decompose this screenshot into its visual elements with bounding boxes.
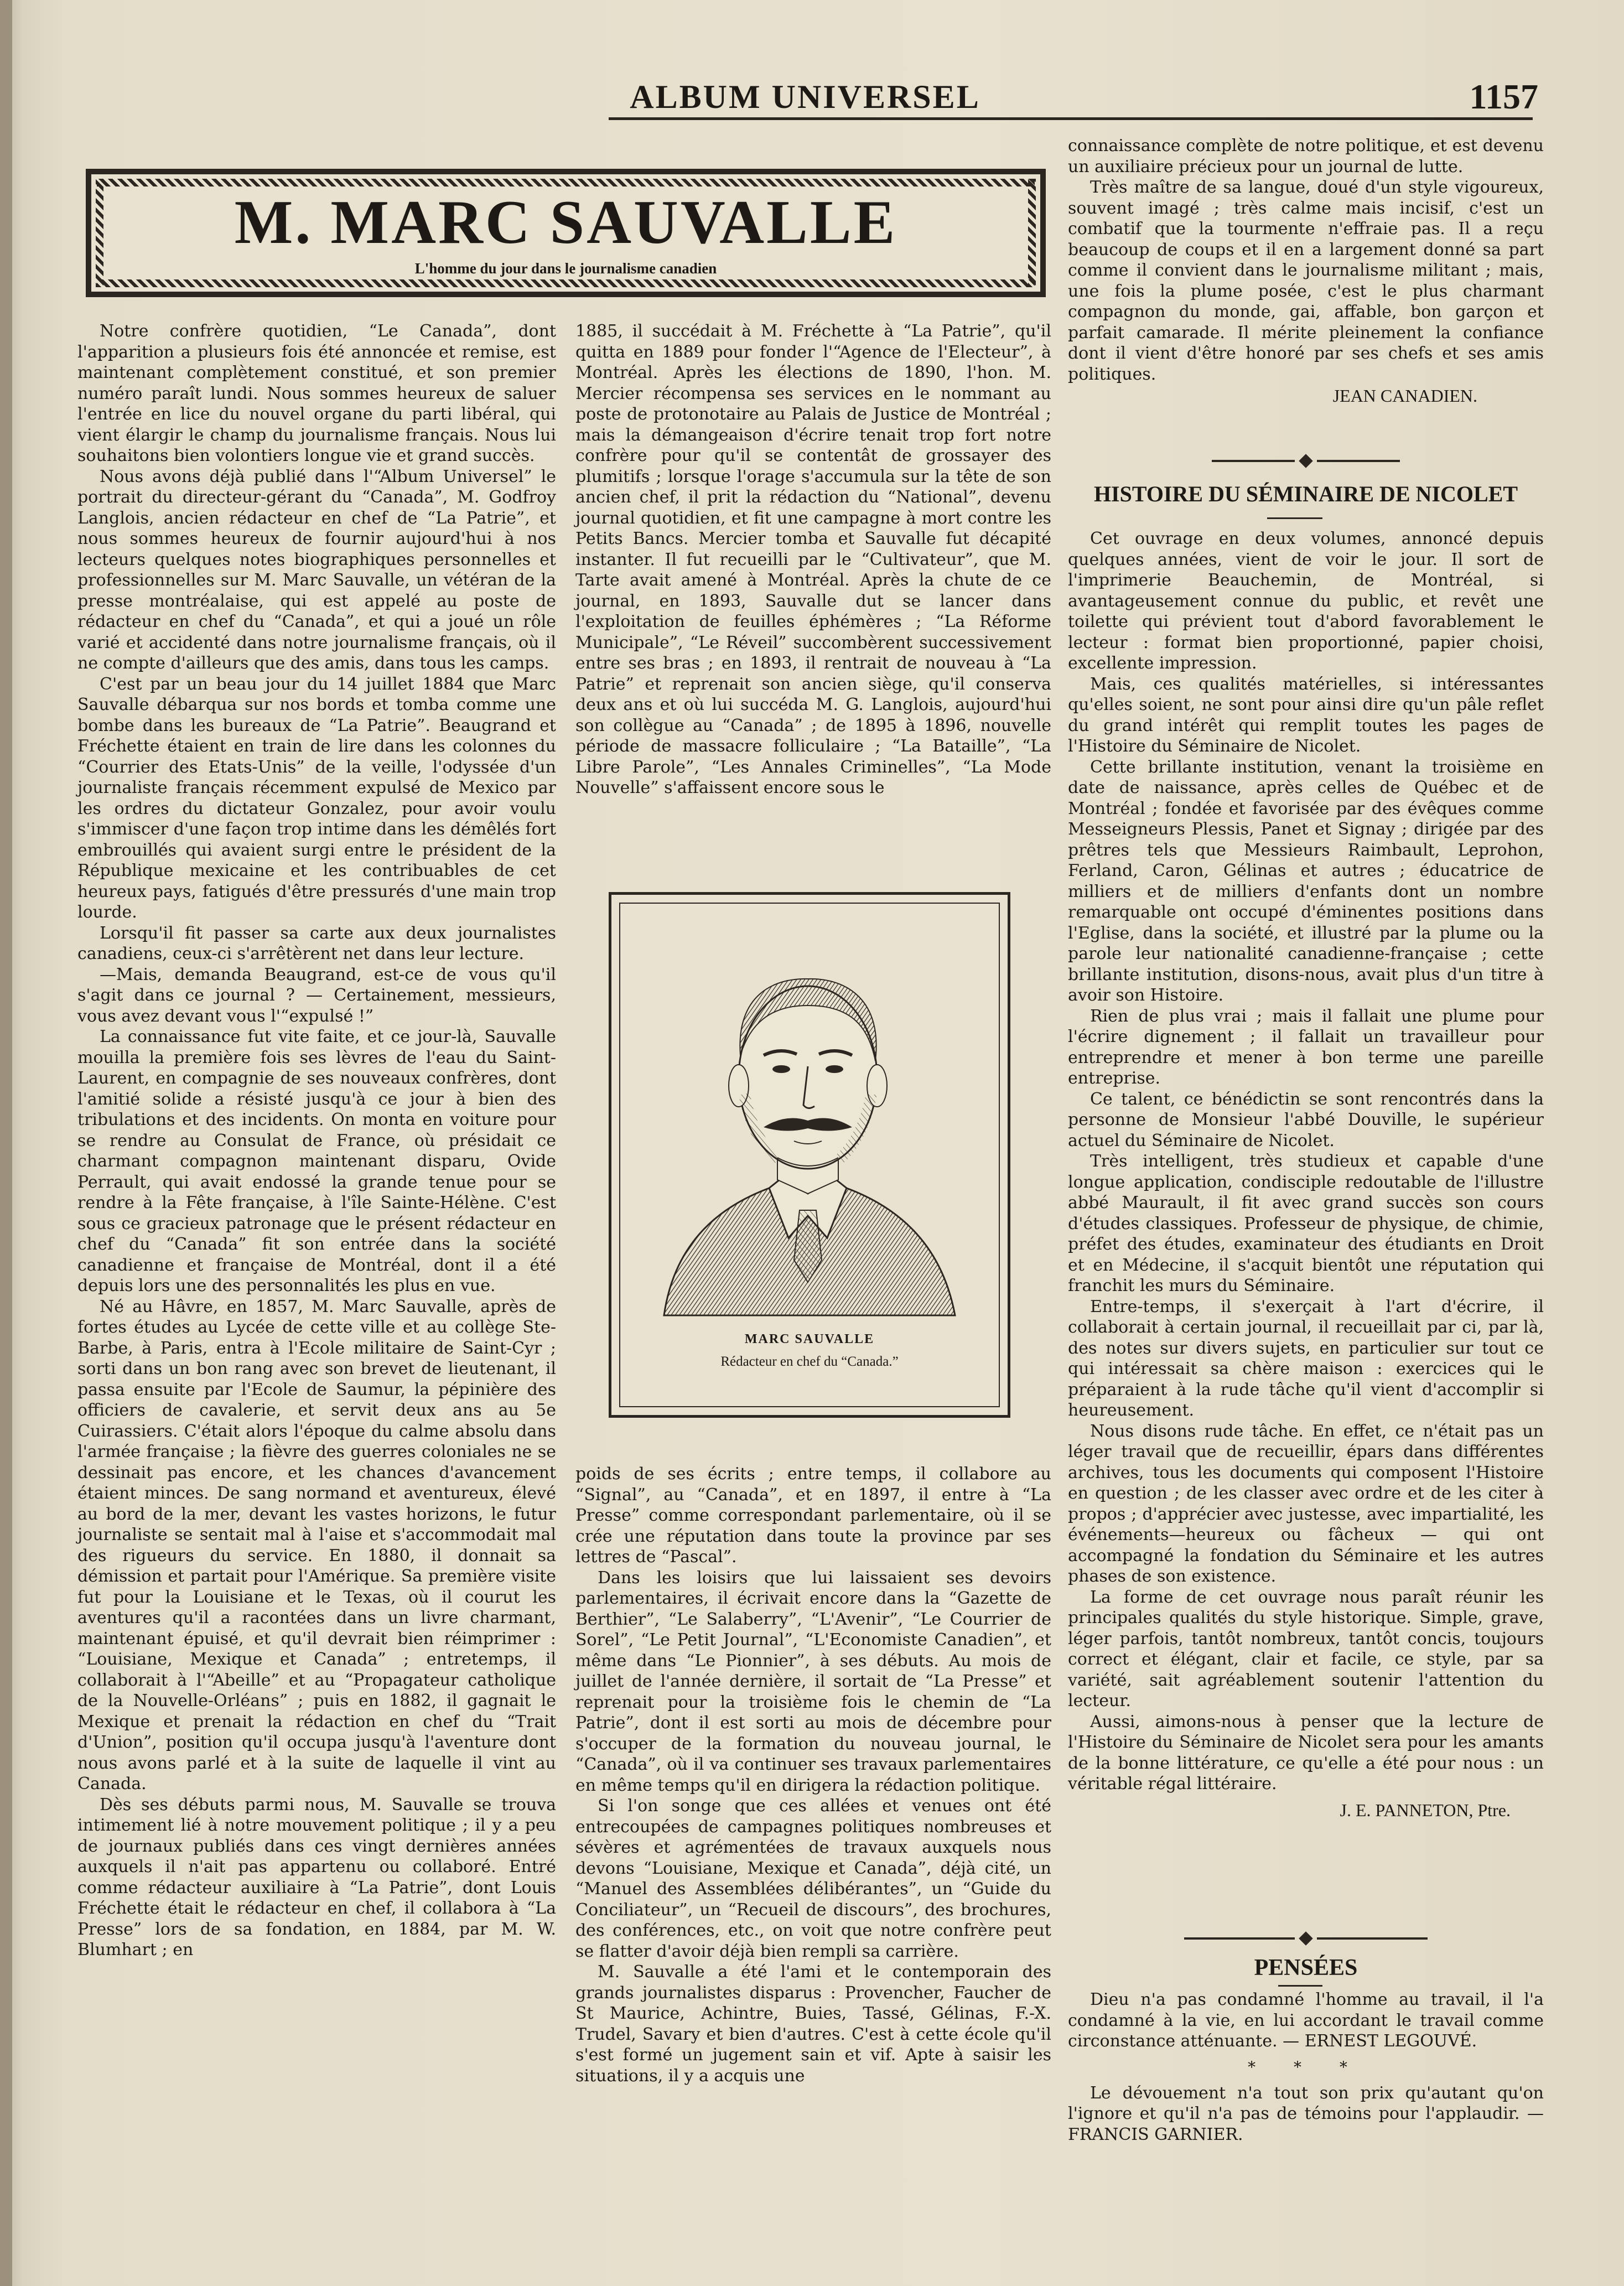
pensees-flourish — [1184, 1930, 1428, 1947]
page-spine-shadow — [0, 0, 12, 2286]
article-column-2-top — [575, 321, 1051, 799]
header-rule — [609, 117, 1533, 120]
pensees-separator: * * * — [1248, 2057, 1364, 2076]
banner-border-bottom — [97, 279, 1035, 287]
article-signature: JEAN CANADIEN. — [1332, 386, 1477, 406]
pensees-quote: Dieu n'a pas condamné l'homme au travail, il l'a condamné à la vie, en lui accordant le travail comme circonstance atténuante. — ERNEST LEGOUVÉ. — [1068, 1990, 1544, 2051]
flourish-diamond — [1299, 1931, 1312, 1945]
portrait-frame — [609, 892, 1010, 1418]
article-column-2-bottom — [575, 1464, 1051, 2086]
article-column-3-continuation — [1068, 136, 1544, 407]
portrait-caption: MARC SAUVALLE — [744, 1332, 875, 1346]
portrait-engraving — [642, 928, 977, 1321]
pensees-column — [1068, 1989, 1544, 2145]
article-paragraph: Dans les loisirs que lui laissaient ses devoirs parlementaires, il écrivait encore dans la “Gazette de Berthier”, “Le Salaberry”, “L'Avenir”, “Le Courrier de Sorel”, “Le Petit Journal”, “L'Economiste Canadien”, et même dans “Le Pionnier”, à ses débuts. Au mois de juillet de l'année dernière, il sortait de “La Presse” et reprenait pour la troisième fois le chemin de “La Patrie”, dont il est sorti au mois de décembre pour s'occuper de la formation du nouveau journal, le “Canada”, où il va continuer ses travaux parlementaires en même temps qu'il en dirigera la rédaction politique. — [575, 1568, 1051, 1795]
article-paragraph: Nous avons déjà publié dans l'“Album Universel” le portrait du directeur-gérant du “Canada”, M. Godfroy Langlois, ancien rédacteur en chef de “La Patrie”, et nous sommes heureux de fournir aujourd'hui à nos lecteurs quelques notes biographiques personnelles et professionnelles sur M. Marc Sauvalle, un vétéran de la presse montréalaise, qui est appelé au poste de rédacteur en chef du “Canada”, et qui a joué un rôle varié et accidenté dans notre journalisme français, où il ne compte d'ailleurs que des amis, dans tous les camps. — [77, 466, 556, 673]
flourish-line-right — [1317, 1937, 1428, 1940]
article-paragraph: Né au Hâvre, en 1857, M. Marc Sauvalle, après de fortes études au Lycée de cette ville et au collège Ste-Barbe, à Paris, entra à l'Ecole militaire de Saint-Cyr ; sorti dans un bon rang avec son brevet de lieutenant, il passa ensuite par l'Ecole de Saumur, la pépinière des officiers de cavalerie, et servit deux ans au 5e Cuirassiers. C'était alors l'époque du calme absolu dans l'armée française ; la fièvre des guerres coloniales ne se dessinait pas encore, et les chances d'avancement étaient minces. De sang normand et aventureux, élevé au bord de la mer, devant les vastes horizons, le futur journaliste se sentait mal à l'aise et s'accommodait mal des rigueurs du service. En 1880, il donnait sa démission et partait pour l'Amérique. Sa première visite fut pour la Louisiane et le Texas, où il courut les aventures qu'il a racontées dans un livre charmant, maintenant épuisé, et qu'il devrait bien réimprimer : “Louisiane, Mexique et Canada” ; entretemps, il collaborait à l'“Abeille” et au “Propagateur catholique de la Nouvelle-Orléans” ; puis en 1882, il gagnait le Mexique et prenait la rédaction en chef du “Trait d'Union”, position qu'il occupa jusqu'à l'aventure dont nous avons parlé et à la suite de laquelle il vint au Canada. — [77, 1297, 556, 1793]
histoire-paragraph: Nous disons rude tâche. En effet, ce n'était pas un léger travail que de recueillir, épars dans différentes archives, tous les documents qui composent l'Histoire en question ; de les classer avec ordre et de les citer à propos ; d'apprécier avec justesse, avec impartialité, les événements—heureux ou fâcheux — qui ont accompagné la fondation du Séminaire et les autres phases de son existence. — [1068, 1421, 1544, 1586]
pensees-title: PENSÉES — [1254, 1955, 1358, 1981]
article-paragraph: Notre confrère quotidien, “Le Canada”, dont l'apparition a plusieurs fois été annoncée et remise, est maintenant complètement constitué, et son premier numéro paraît lundi. Nous sommes heureux de saluer l'entrée en lice du nouvel organe du parti libéral, qui vient élargir le champ du journalisme français. Nous lui souhaitons bien volontiers longue vie et grand succès. — [77, 322, 556, 465]
histoire-paragraph: La forme de cet ouvrage nous paraît réunir les principales qualités du style historique. Simple, grave, léger parfois, tantôt nombreux, tantôt concis, toujours correct et élégant, clair et facile, ce style, par sa variété, sait agréablement soutenir l'attention du lecteur. — [1068, 1587, 1544, 1710]
flourish-line-left — [1184, 1937, 1295, 1940]
pensees-quote: Le dévouement n'a tout son prix qu'autant qu'on l'ignore et qu'il n'a pas de témoins pour l'applaudir. — FRANCIS GARNIER. — [1068, 2083, 1544, 2144]
flourish-line-right — [1317, 460, 1400, 462]
histoire-paragraph: Ce talent, ce bénédictin se sont rencontrés dans la personne de Monsieur l'abbé Douville, le supérieur actuel du Séminaire de Nicolet. — [1068, 1089, 1544, 1150]
histoire-signature: J. E. PANNETON, Ptre. — [1340, 1800, 1511, 1820]
histoire-paragraph: Entre-temps, il s'exerçait à l'art d'écrire, il collaborait à certain journal, il recueillait par ci, par là, des notes sur divers sujets, en particulier sur tout ce qui intéressait sa chère maison : exercices qui le préparaient à la rude tâche qu'il vient d'accomplir si heureusement. — [1068, 1297, 1544, 1420]
histoire-paragraph: Aussi, aimons-nous à penser que la lecture de l'Histoire du Séminaire de Nicolet sera pour les amants de la bonne littérature, ce qu'elle a été pour nous : un véritable régal littéraire. — [1068, 1712, 1544, 1793]
histoire-paragraph: Rien de plus vrai ; mais il fallait une plume pour l'écrire dignement ; il fallait un travailleur pour entreprendre et mener à bon terme une pareille entreprise. — [1068, 1006, 1544, 1088]
article-paragraph: Lorsqu'il fit passer sa carte aux deux journalistes canadiens, ceux-ci s'arrêtèrent net dans leur lecture. — [77, 923, 556, 963]
flourish-diamond — [1299, 454, 1312, 468]
histoire-paragraph: Très intelligent, très studieux et capable d'une longue application, condisciple redoutable de l'illustre abbé Maurault, il fit avec grand succès son cours d'études classiques. Professeur de physique, de chimie, préfet des études, examinateur des étudiants en Droit et en Médecine, il s'acquit bientôt une réputation qui franchit les murs du Séminaire. — [1068, 1152, 1544, 1295]
article-paragraph: Très maître de sa langue, doué d'un style vigoureux, souvent imagé ; très calme mais incisif, c'est un combatif que la tourmente n'effraie pas. Il a reçu beaucoup de coups et il en a largement donné sa part comme il convient dans le journalisme militant ; mais, une fois la plume posée, c'est le plus charmant compagnon du monde, gai, affable, bon garçon et parfait camarade. Il mérite pleinement la confiance dont il vient d'être honoré par ses chefs et ses amis politiques. — [1068, 178, 1544, 384]
article-column-1 — [77, 321, 556, 1961]
article-paragraph: C'est par un beau jour du 14 juillet 1884 que Marc Sauvalle débarqua sur nos bords et tomba comme une bombe dans les bureaux de “La Patrie”. Beaugrand et Fréchette étaient en train de lire dans les colonnes du “Courrier des Etats-Unis” de la veille, l'odyssée d'un journaliste français récemment expulsé de Mexico par les ordres du dictateur Gonzalez, pour avoir voulu s'immiscer d'une façon trop intime dans les démêlés fort embrouillés qui avaient surgi entre le président de la République mexicaine et les contribuables de cet heureux pays, fatigués d'être pressurés d'une main trop lourde. — [77, 674, 556, 922]
publication-title: ALBUM UNIVERSEL — [630, 79, 980, 115]
article-paragraph: La connaissance fut vite faite, et ce jour-là, Sauvalle mouilla la première fois ses lèvres de l'eau du Saint-Laurent, en compagnie de ses nouveaux confrères, dont l'amitié solide a résisté jusqu'à ce jour à bien des tribulations et des incidents. On monta en voiture pour se rendre au Consulat de France, où présidait ce charmant compagnon maintenant disparu, Ovide Perrault, qui avait endossé la grande tenue pour se rendre à la Fête française, à l'île Sainte-Hélène. C'est sous ce gracieux patronage que le présent rédacteur en chef du “Canada” fit son entrée dans la société canadienne et française de Montréal, dont il a été depuis lors une des personnalités les plus en vue. — [77, 1027, 556, 1295]
article-paragraph: 1885, il succédait à M. Fréchette à “La Patrie”, qu'il quitta en 1889 pour fonder l'“Agence de l'Electeur”, à Montréal. Après les élections de 1890, l'hon. M. Mercier récompensa ses services en le nommant au poste de protonotaire au Palais de Justice de Montréal ; mais la démangeaison d'écrire tenait trop fort notre confrère pour qu'il se contentât de grossayer des plumitifs ; lorsque l'orage s'accumula sur la tête de son ancien chef, il prit la rédaction du “National”, devenu journal quotidien, et fit une campagne à mort contre les Petits Bancs. Mercier tomba et Sauvalle fut décapité instanter. Il fut recueilli par le “Cultivateur”, que M. Tarte avait amené à Montréal. Après la chute de ce journal, en 1893, Sauvalle dut se lancer dans l'exploitation de feuilles éphémères ; “La Réforme Municipale”, “Le Réveil” succombèrent successivement entre ses bras ; en 1893, il rentrait de nouveau à “La Patrie” et reprenait son ancien siège, qu'il conserva deux ans et où lui succéda M. G. Langlois, aujourd'hui son collègue au “Canada” ; de 1895 à 1896, nouvelle période de massacre folliculaire ; “La Bataille”, “La Libre Parole”, “Les Annales Criminelles”, “La Mode Nouvelle” s'affaissent encore sous le — [575, 322, 1051, 797]
pensees-title-rule — [1278, 1985, 1322, 1987]
histoire-column — [1068, 528, 1544, 1821]
article-paragraph: poids de ses écrits ; entre temps, il collabore au “Signal”, au “Canada”, et en 1897, il entre à “La Presse” comme correspondant parlementaire, où il se crée une réputation dans toute la province par ses lettres de “Pascal”. — [575, 1464, 1051, 1567]
article-title-banner — [86, 169, 1046, 297]
article-paragraph: Dès ses débuts parmi nous, M. Sauvalle se trouva intimement lié à notre mouvement politique ; il y a peu de journaux publiés dans ces vingt dernières années auxquels il n'ait pas appartenu ou collaboré. Entré comme rédacteur auxiliaire à “La Patrie”, dont Louis Fréchette était le rédacteur en chef, il collabora à “La Presse” lors de sa fondation, en 1884, par M. W. Blumhart ; en — [77, 1795, 556, 1960]
page-number: 1157 — [1469, 77, 1538, 116]
histoire-title: HISTOIRE DU SÉMINAIRE DE NICOLET — [1093, 481, 1518, 506]
histoire-paragraph: Mais, ces qualités matérielles, si intéressantes qu'elles soient, ne sont pour ainsi dire qu'un pâle reflet du grand intérêt qui remplit toutes les pages de l'Histoire du Séminaire de Nicolet. — [1068, 674, 1544, 756]
histoire-paragraph: Cet ouvrage en deux volumes, annoncé depuis quelques années, vient de voir le jour. Il sort de l'imprimerie Beauchemin, de Montréal, si avantageusement connue du public, et revêt une toilette qui prévient tout d'abord favorablement le lecteur : format bien proportionné, papier choisi, excellente impression. — [1068, 529, 1544, 673]
article-subtitle: L'homme du jour dans le journalisme canadien — [414, 260, 717, 277]
article-paragraph: M. Sauvalle a été l'ami et le contemporain des grands journalistes disparus : Provencher, Faucher de St Maurice, Achintre, Buies, Tassé, Gélinas, F.-X. Trudel, Savary et bien d'autres. C'est à cette école qu'il s'est formé un jugement sain et vif. Apte à saisir les situations, il y a acquis une — [575, 1962, 1051, 2086]
article-title: M. MARC SAUVALLE — [234, 188, 897, 257]
histoire-title-rule — [1267, 517, 1322, 519]
article-paragraph: connaissance complète de notre politique, et est devenu un auxiliaire précieux pour un journal de lutte. — [1068, 136, 1544, 177]
article-paragraph: —Mais, demanda Beaugrand, est-ce de vous qu'il s'agit dans ce journal ? — Certainement, messieurs, vous avez devant vous l'“expulsé !” — [77, 965, 556, 1026]
portrait-subcaption: Rédacteur en chef du “Canada.” — [720, 1354, 899, 1369]
article-paragraph: Si l'on songe que ces allées et venues ont été entrecoupées de campagnes politiques nombreuses et sévères et agrémentées de travaux auxquels nous devons “Louisiane, Mexique et Canada”, déjà cité, un “Manuel des Assemblées délibérantes”, un “Guide du Conciliateur”, un “Recueil de discours”, des brochures, des conférences, etc., on voit que notre confrère peut se flatter d'avoir déjà bien rempli sa carrière. — [575, 1796, 1051, 1961]
histoire-paragraph: Cette brillante institution, venant la troisième en date de naissance, après celles de Québec et de Montréal ; fondée et favorisée par des évêques comme Messeigneurs Plessis, Panet et Signay ; dirigée par des prêtres tels que Messieurs Raimbault, Leprohon, Ferland, Caron, Gélinas et autres ; éducatrice de milliers et de milliers d'enfants dont un nombre remarquable ont occupé d'éminentes positions dans l'Eglise, dans la société, et illustré par la plume ou la parole leur nationalité canadienne-française ; cette brillante institution, disons-nous, avait plus d'un titre à avoir son Histoire. — [1068, 757, 1544, 1005]
flourish-line-left — [1212, 460, 1295, 462]
section-flourish — [1212, 453, 1400, 469]
